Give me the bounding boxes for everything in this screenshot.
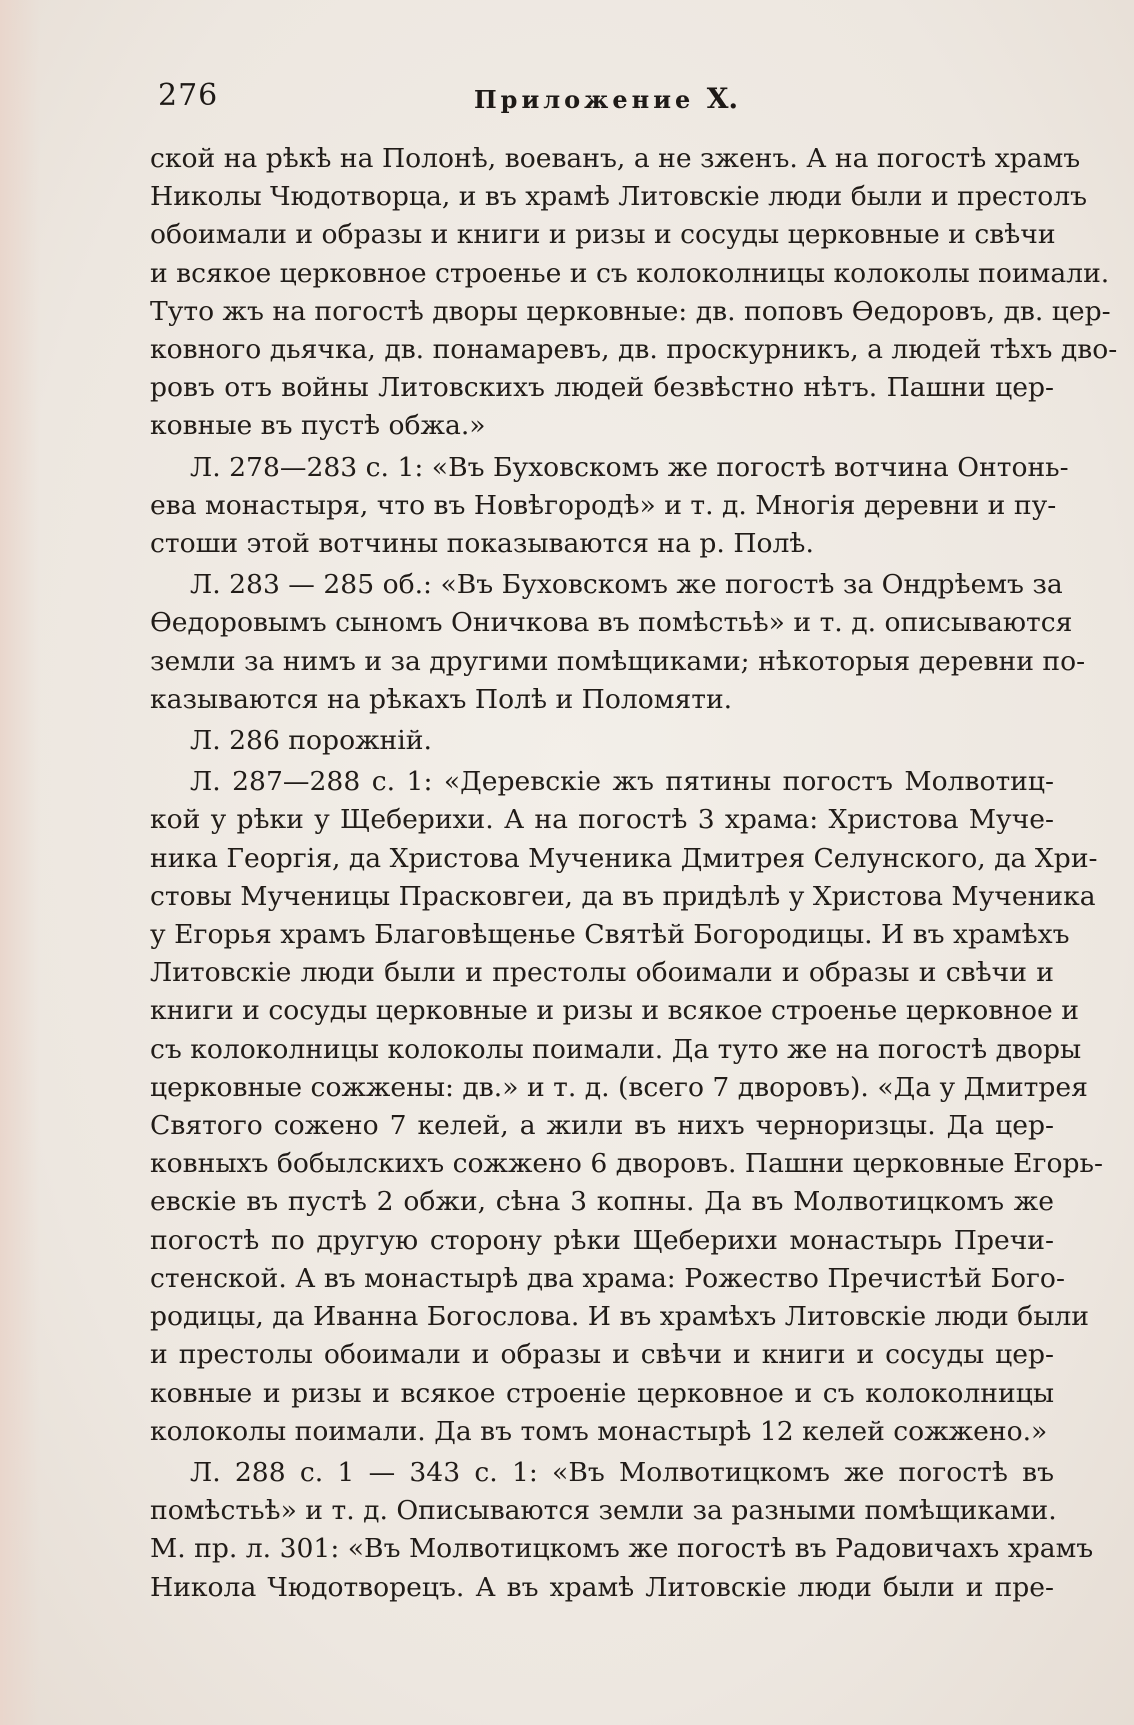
text-line: Никола Чюдотворецъ. А въ храмѣ Литовскіе люди были и пре- [150, 1571, 1054, 1603]
text-line: стоши этой вотчины показываются на р. Полѣ. [150, 528, 814, 560]
text-line: евскіе въ пустѣ 2 обжи, сѣна 3 копны. Да въ Молвотицкомъ же [150, 1186, 1054, 1218]
text-line: Николы Чюдотворца, и въ храмѣ Литовскіе люди были и престолъ [150, 181, 1088, 213]
text-line: и престолы обоимали и образы и свѣчи и книги и сосуды цер- [150, 1339, 1054, 1371]
text-line: ковные и ризы и всякое строеніе церковное и съ колоколницы [150, 1377, 1054, 1409]
text-line: церковные сожжены: дв.» и т. д. (всего 7 дворовъ). «Да у Дмитрея [150, 1071, 1088, 1103]
text-line: ской на рѣкѣ на Полонѣ, воеванъ, а не зженъ. А на погостѣ храмъ [150, 143, 1081, 174]
text-line: книги и сосуды церковные и ризы и всякое строенье церковное и [150, 995, 1079, 1027]
page-header [158, 78, 1058, 118]
text-line: земли за нимъ и за другими помѣщиками; нѣкоторыя деревни по- [150, 645, 1086, 677]
text-line: Ѳедоровымъ сыномъ Оничкова въ помѣстьѣ» и т. д. описываются [150, 607, 1073, 639]
text-line: стовы Мученицы Прасковгеи, да въ придѣлѣ у Христова Мученика [150, 880, 1096, 912]
text-line: ковныхъ бобылскихъ сожжено 6 дворовъ. Пашни церковные Егорь- [150, 1148, 1103, 1180]
text-line: ковного дьячка, дв. понамаревъ, дв. проскурникъ, а людей тѣхъ дво- [150, 334, 1118, 366]
text-line: Л. 287—288 с. 1: «Деревскіе жъ пятины погостъ Молвотиц- [190, 766, 1054, 798]
text-line: съ колоколницы колоколы поимали. Да туто же на погостѣ дворы [150, 1033, 1082, 1065]
text-line: казываются на рѣкахъ Полѣ и Поломяти. [150, 683, 733, 715]
page-number: 276 [158, 78, 219, 113]
text-line: погостѣ по другую сторону рѣки Щеберихи монастырь Пречи- [150, 1224, 1054, 1256]
text-line: Л. 278—283 с. 1: «Въ Буховскомъ же погостѣ вотчина Онтонь- [190, 451, 1069, 483]
text-line: стенской. А въ монастырѣ два храма: Рожество Пречистѣй Бого- [150, 1262, 1065, 1294]
text-line: Туто жъ на погостѣ дворы церковные: дв. поповъ Ѳедоровъ, дв. цер- [150, 295, 1111, 327]
text-line: ровъ отъ войны Литовскихъ людей безвѣстно нѣтъ. Пашни цер- [150, 372, 1054, 404]
text-line: колоколы поимали. Да въ томъ монастырѣ 12 келей сожжено.» [150, 1415, 1048, 1447]
text-line: помѣстьѣ» и т. д. Описываются земли за разными помѣщиками. [150, 1495, 1057, 1527]
text-line: Л. 288 с. 1 — 343 с. 1: «Въ Молвотицкомъ же погостѣ въ [190, 1456, 1054, 1488]
running-head [474, 82, 738, 115]
body-text [150, 140, 1118, 1607]
text-line: обоимали и образы и книги и ризы и сосуды церковные и свѣчи [150, 219, 1056, 251]
text-line: кой у рѣки у Щеберихи. А на погостѣ 3 храма: Христова Муче- [150, 804, 1054, 836]
text-line: Л. 283 — 285 об.: «Въ Буховскомъ же погостѣ за Ондрѣемъ за [190, 569, 1063, 601]
text-line: М. пр. л. 301: «Въ Молвотицкомъ же погостѣ въ Радовичахъ храмъ [150, 1533, 1094, 1565]
page-edge-shading [0, 0, 40, 1725]
text-line: Литовскіе люди были и престолы обоимали и образы и свѣчи и [150, 957, 1054, 989]
running-head-numeral: X. [706, 82, 739, 115]
text-line: родицы, да Иванна Богослова. И въ храмѣхъ Литовскіе люди были [150, 1301, 1089, 1333]
text-line: у Егорья храмъ Благовѣщенье Святѣй Богородицы. И въ храмѣхъ [150, 919, 1070, 951]
text-line: и всякое церковное строенье и съ колоколницы колоколы поимали. [150, 257, 1110, 289]
text-line: ева монастыря, что въ Новѣгородѣ» и т. д. Многія деревни и пу- [150, 489, 1057, 521]
text-line: ковные въ пустѣ обжа.» [150, 410, 486, 442]
text-line: Л. 286 порожній. [190, 725, 432, 757]
text-line: ника Георгія, да Христова Мученика Дмитрея Селунского, да Хри- [150, 842, 1098, 874]
text-line: Святого сожено 7 келей, а жили въ нихъ черноризцы. Да цер- [150, 1110, 1054, 1142]
running-head-title: Приложение [474, 85, 695, 114]
